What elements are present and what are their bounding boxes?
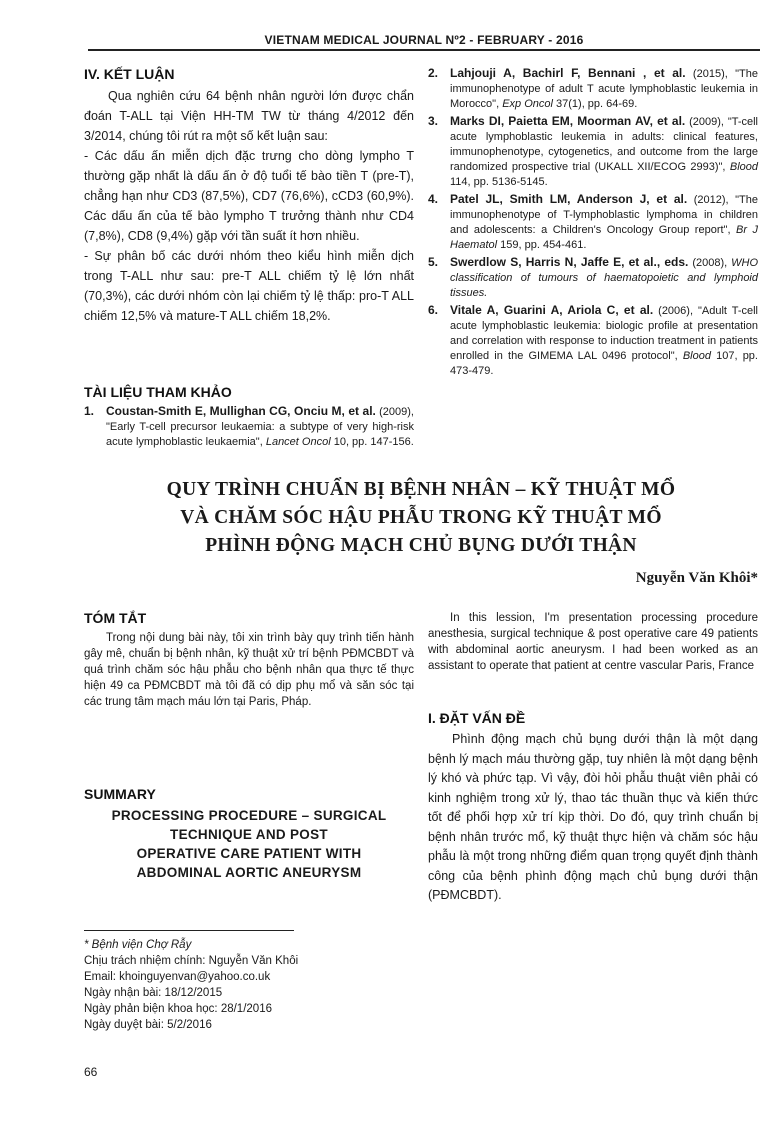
summary-text: In this lession, I'm presentation processing procedure anesthesia, surgical technique & post operative care 49 patients with abdominal aortic aneurysm. I had been worked as an assistant to operate that patient at centre vascular Paris, France <box>428 612 758 672</box>
reference-number: 3. <box>428 114 439 128</box>
reference-detail: (2008), <box>688 257 732 269</box>
page-number: 66 <box>84 1065 98 1079</box>
reference-authors: Vitale A, Guarini A, Ariola C, et al. <box>450 303 654 317</box>
reference-pages: 37(1), pp. 64-69. <box>552 98 638 110</box>
references-section-right <box>428 66 758 381</box>
reference-pages: 107, pp. 473-479. <box>450 350 758 377</box>
reference-item <box>428 255 758 301</box>
abstract-heading: TÓM TẮT <box>84 610 147 626</box>
reference-list-right <box>428 66 758 379</box>
reference-authors: Coustan-Smith E, Mullighan CG, Onciu M, et al. <box>106 404 376 418</box>
reference-item <box>428 192 758 253</box>
introduction-heading: I. ĐẶT VẤN ĐỀ <box>428 710 526 726</box>
reference-text <box>450 114 758 190</box>
reference-text <box>450 66 758 112</box>
summary-text-section <box>428 610 758 674</box>
conclusion-paragraph: - Sự phân bố các dưới nhóm theo kiểu hình miễn dịch trong T-ALL như sau: pre-T ALL chiếm tỷ lệ lớn nhất (70,3%), các dưới nhóm còn lại chiếm tỷ lệ thấp: pro-T ALL chiếm 12,5% và mature-T ALL chiếm 18,2%. <box>84 249 414 323</box>
reference-journal: WHO classification of tumours of haematopoietic and lymphoid tissues. <box>450 257 759 299</box>
running-head: VIETNAM MEDICAL JOURNAL Nº2 - FEBRUARY - 2016 <box>88 33 760 51</box>
reference-authors: Swerdlow S, Harris N, Jaffe E, et al., eds. <box>450 255 689 269</box>
reference-journal: Exp Oncol <box>502 98 553 110</box>
reference-number: 4. <box>428 192 439 206</box>
reference-list-left <box>84 404 414 450</box>
reference-authors: Lahjouji A, Bachirl F, Bennani , et al. <box>450 66 686 80</box>
summary-title-line: OPERATIVE CARE PATIENT WITH <box>136 846 362 861</box>
reference-pages: 114, pp. 5136-5145. <box>450 176 548 188</box>
footnote-email: Email: khoinguyenvan@yahoo.co.uk <box>84 971 271 983</box>
summary-title-line: PROCESSING PROCEDURE – SURGICAL <box>111 808 387 823</box>
conclusion-body <box>84 86 414 326</box>
reference-authors: Marks DI, Paietta EM, Moorman AV, et al. <box>450 114 686 128</box>
reference-text <box>106 404 414 450</box>
summary-title <box>84 806 414 882</box>
reference-journal: Blood <box>682 350 711 362</box>
article-title-line: QUY TRÌNH CHUẨN BỊ BỆNH NHÂN – KỸ THUẬT MỔ <box>166 479 676 500</box>
footnote-line: Ngày phản biện khoa học: 28/1/2016 <box>84 1003 272 1015</box>
reference-item <box>428 303 758 379</box>
reference-text <box>450 255 758 301</box>
introduction-section <box>428 710 758 906</box>
summary-section <box>84 786 414 882</box>
reference-journal: Lancet Oncol <box>265 436 331 448</box>
reference-text <box>450 303 758 379</box>
reference-item <box>84 404 414 450</box>
reference-pages: 159, pp. 454-461. <box>497 239 587 251</box>
reference-journal: Blood <box>729 161 758 173</box>
article-title-line: PHÌNH ĐỘNG MẠCH CHỦ BỤNG DƯỚI THẬN <box>205 535 637 556</box>
reference-detail: (2012), "The immunophenotype of T-lymphoblastic lymphoma in children and adolescents: a Children's Oncology Group report", <box>450 194 759 236</box>
reference-item <box>428 114 758 190</box>
reference-detail: (2015), "The immunophenotype of adult T acute lymphoblastic leukemia in Morocco", <box>450 68 758 110</box>
reference-detail: (2009), "Early T-cell precursor leukaemia: a subtype of very high-risk acute lymphoblastic leukaemia", <box>106 406 414 448</box>
author-name: Nguyễn Văn Khôi* <box>635 570 758 586</box>
reference-number: 1. <box>84 404 95 418</box>
footnotes <box>84 930 414 1033</box>
summary-title-line: TECHNIQUE AND POST <box>170 827 328 842</box>
article-title <box>84 476 758 560</box>
article-title-line: VÀ CHĂM SÓC HẬU PHẪU TRONG KỸ THUẬT MỔ <box>180 507 662 528</box>
reference-authors: Patel JL, Smith LM, Anderson J, et al. <box>450 192 688 206</box>
conclusion-section <box>84 66 414 326</box>
abstract-text: Trong nội dung bài này, tôi xin trình bày quy trình tiến hành gây mê, chuẩn bị bệnh nhân, kỹ thuật xử trí bệnh PĐMCBDT và quá trình chăm sóc hậu phẫu cho bệnh nhân qua thực tế thực hiện 49 ca PĐMCBDT mà tôi đã có dịp phụ mổ và săn sóc tại các trung tâm mạch máu lớn tại Paris, Pháp. <box>84 632 414 708</box>
footnote-line: Ngày duyệt bài: 5/2/2016 <box>84 1019 212 1031</box>
summary-title-line: ABDOMINAL AORTIC ANEURYSM <box>136 865 362 880</box>
reference-number: 2. <box>428 66 439 80</box>
conclusion-heading: IV. KẾT LUẬN <box>84 66 175 82</box>
summary-heading: SUMMARY <box>84 786 156 802</box>
introduction-text: Phình động mạch chủ bụng dưới thận là một dạng bệnh lý mạch máu thường gặp, tuy nhiên là một dạng bệnh lý khó và phức tạp. Vì vậy, đòi hỏi phẫu thuật viên phải có kinh nghiệm trong xử lý, thao tác thuần thục và kiến thức tốt để phối hợp xử trí kịp thời. Do đó, quy trình chuẩn bị bệnh nhân trước mổ, kỹ thuật thực hiện và chăm sóc hậu phẫu là một trong những điểm quan trọng quyết định thành công của bệnh phình động mạch chủ bụng dưới thận (PĐMCBDT). <box>428 732 758 902</box>
reference-number: 5. <box>428 255 439 269</box>
conclusion-paragraph: - Các dấu ấn miễn dịch đặc trưng cho dòng lympho T thường gặp nhất là dấu ấn ở độ tuổi tế bào tiền T (pre-T), chẳng hạn như CD3 (87,5%), CD7 (76,6%), cCD3 (60,9%). Các dấu ấn của tế bào lympho T trưởng thành như CD4 (7,8%), CD8 (9,4%) gặp với tần suất ít hơn nhiều. <box>84 149 414 243</box>
footnote-line: Ngày nhận bài: 18/12/2015 <box>84 987 223 999</box>
reference-journal: Br J Haematol <box>450 224 758 251</box>
reference-number: 6. <box>428 303 439 317</box>
footnote-line: Chịu trách nhiệm chính: Nguyễn Văn Khôi <box>84 955 299 967</box>
reference-detail: (2006), "Adult T-cell acute lymphoblastic leukemia: biologic profile at presentation and correlation with response to induction treatment in patients enrolled in the GIMEMA LAL 0496 protocol", <box>450 305 758 362</box>
references-section-left <box>84 384 414 452</box>
reference-text <box>450 192 758 253</box>
footnote-affiliation: * Bệnh viện Chợ Rẫy <box>84 939 192 951</box>
footnote-divider <box>84 930 294 931</box>
conclusion-paragraph: Qua nghiên cứu 64 bệnh nhân người lớn được chẩn đoán T-ALL tại Viện HH-TM TW từ tháng 4/2012 đến 3/2014, chúng tôi rút ra một số kết luận sau: <box>84 89 414 143</box>
reference-detail: (2009), "T-cell acute lymphoblastic leukemia in adults: clinical features, immunophenotype, cytogenetics, and outcome from the large randomized prospective trial (UKALL XII/ECOG 2993)", <box>450 116 759 173</box>
reference-item <box>428 66 758 112</box>
references-heading: TÀI LIỆU THAM KHẢO <box>84 384 232 400</box>
abstract-section <box>84 610 414 710</box>
reference-pages: 10, pp. 147-156. <box>330 436 414 448</box>
